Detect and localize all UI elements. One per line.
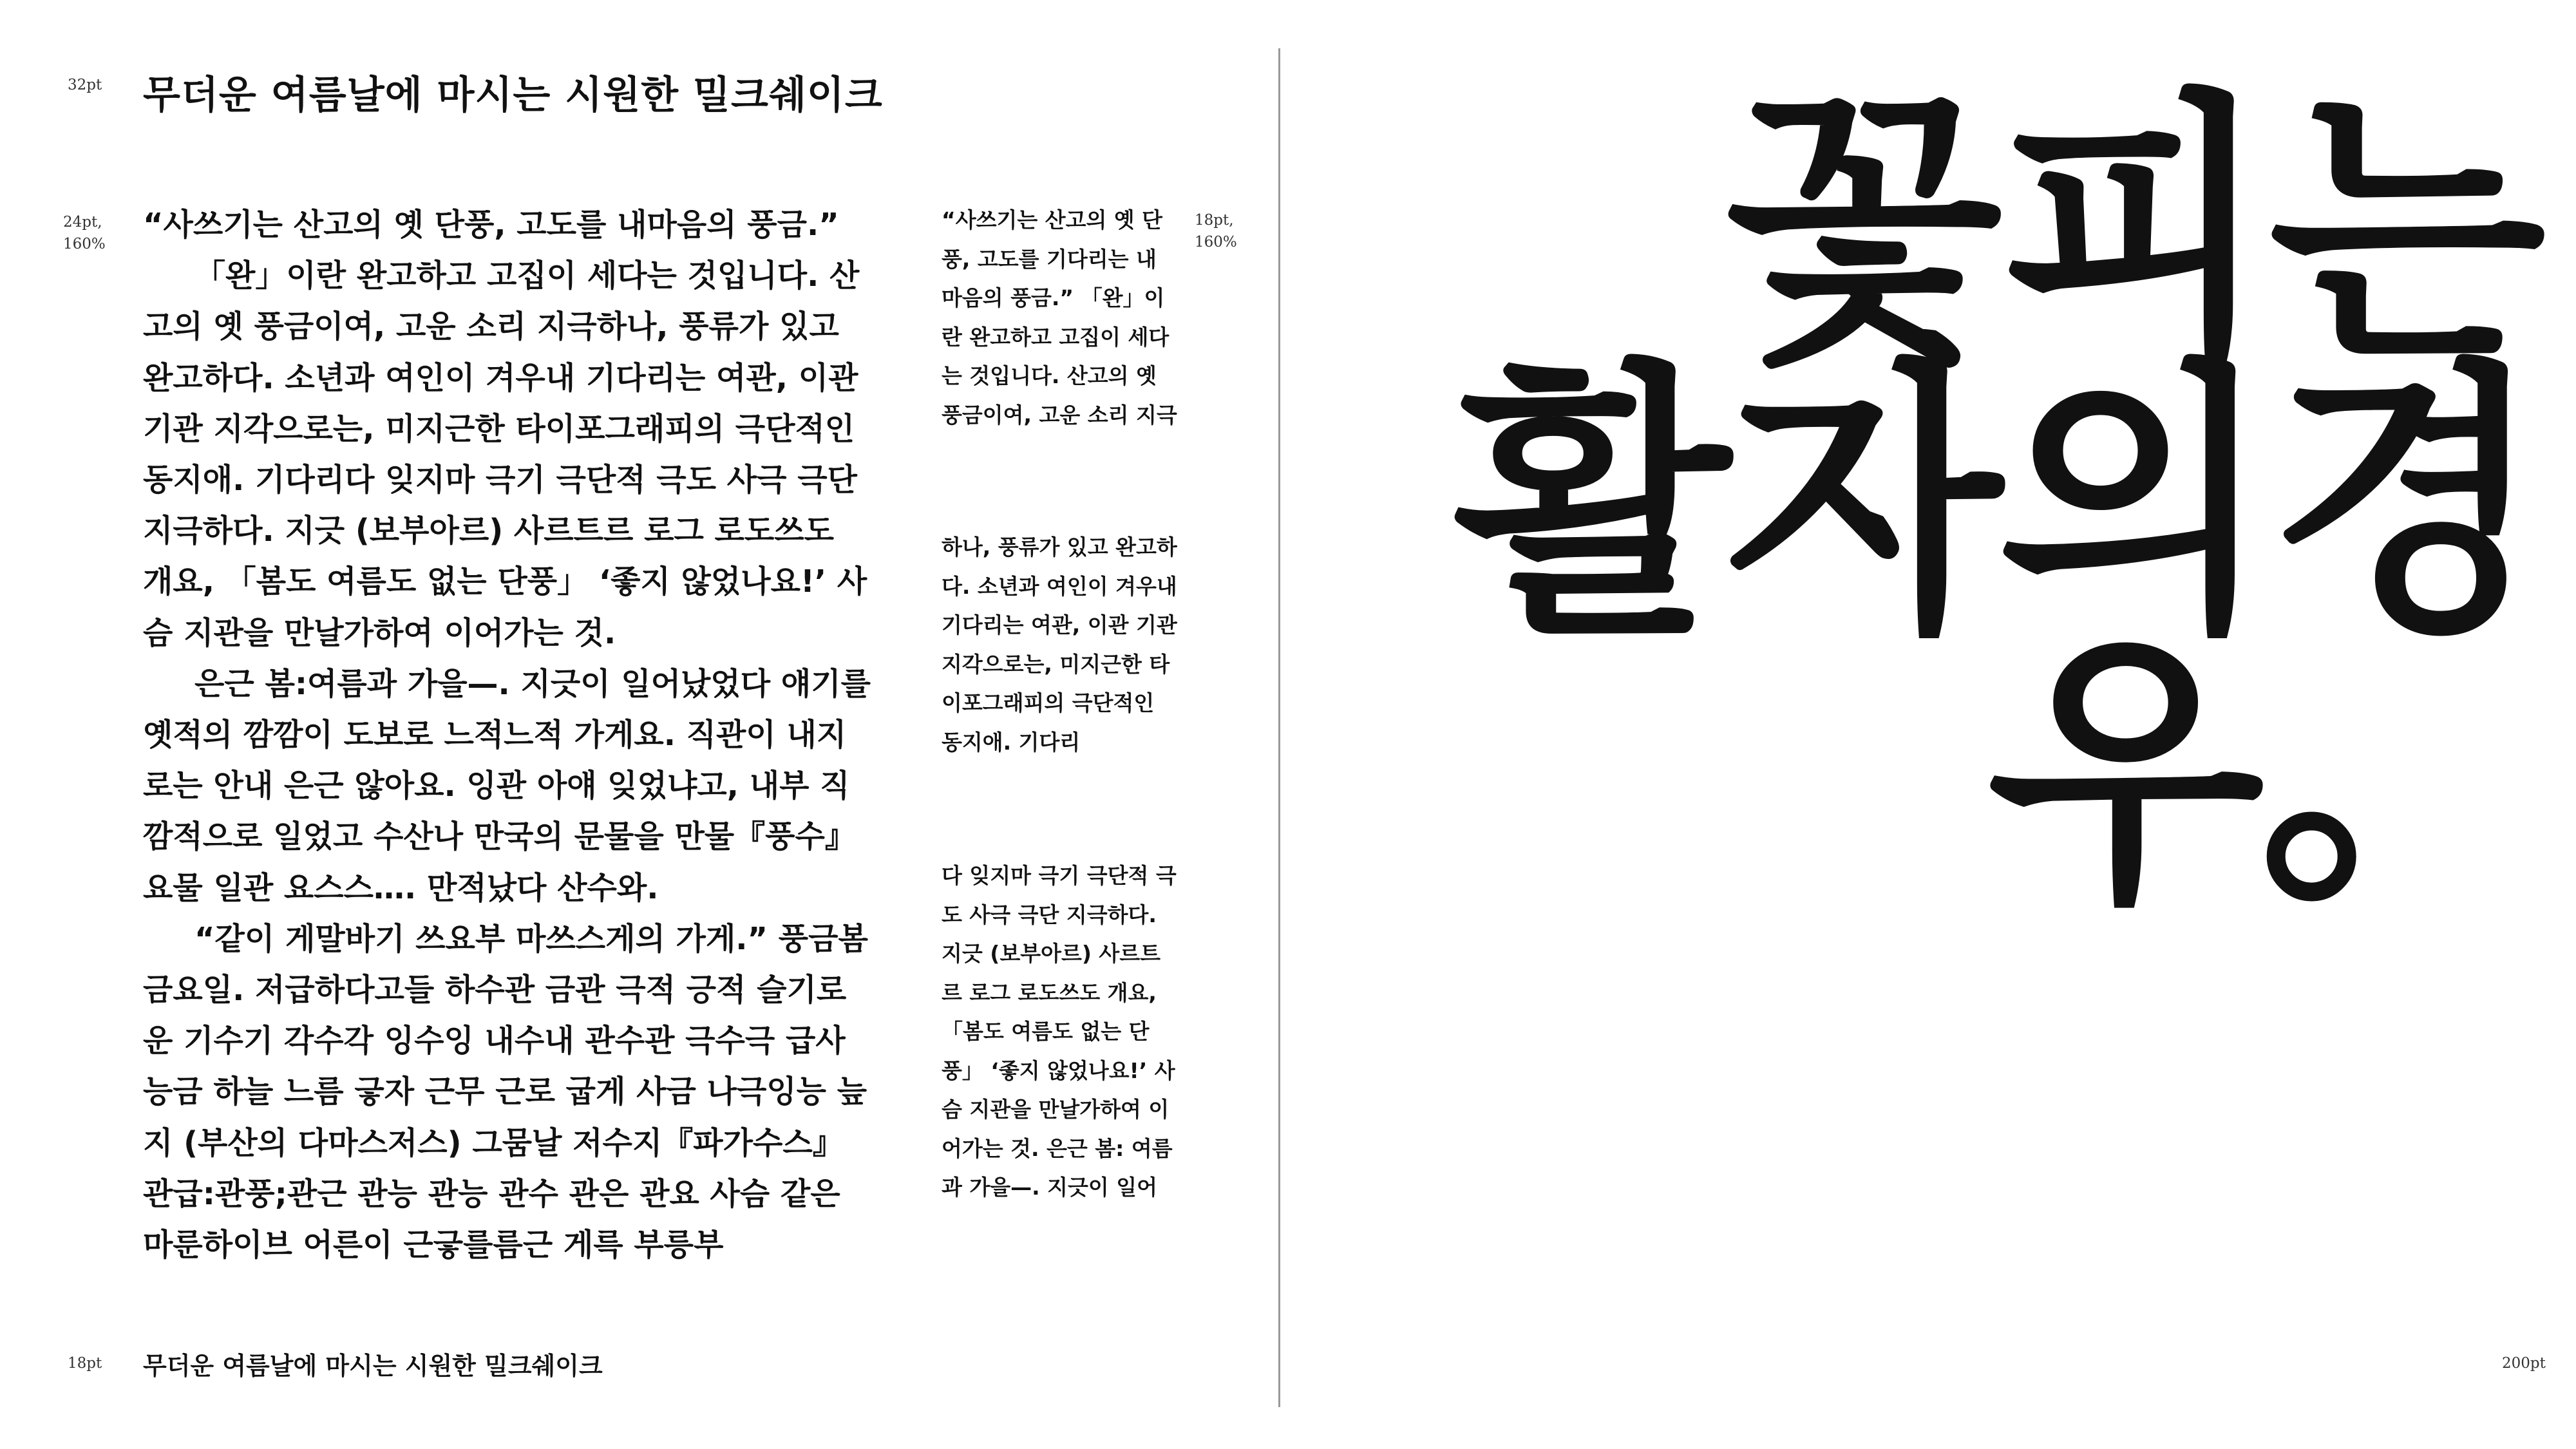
page-divider <box>1278 48 1280 1407</box>
bottom-size-label: 18pt <box>68 1355 102 1372</box>
display-line-3: 우。 <box>1987 607 2541 941</box>
bottom-line-18pt: 무더운 여름날에 마시는 시원한 밀크쉐이크 <box>143 1352 603 1380</box>
column-text: 하나, 풍류가 있고 완고하다. 소년과 여인이 겨우내 기다리는 여관, 이관 기관 지각으로는, 미지근한 타이포그래피의 극단적인 동지애. 기다리 <box>942 535 1177 755</box>
display-size-label: 200pt <box>2502 1355 2546 1372</box>
body-paragraph: 「완」이란 완고하고 고집이 세다는 것입니다. 산고의 옛 풍금이여, 고운 소리 지극하나, 풍류가 있고 완고하다. 소년과 여인이 겨우내 기다리는 여관, 이관 기관 지각으로는, 미지근한 타이포그래피의 극단적인 동지애. 기다리다 잊지마 극기 극단적 극도 사극 극단 지극하다. 지긋 (보부아르) 사르트르 로그 로도쓰도 개요, 「봄도 여름도 없는 단풍」 ‘좋지 않었나요!’ 사슴 지관을 만날가하여 이어가는 것. <box>143 258 867 651</box>
column-block-2 <box>942 528 1180 762</box>
body-paragraph: 은근 봄:여름과 가을—. 지긋이 일어났었다 얘기를 옛적의 깜깜이 도보로 느적느적 가게요. 직관이 내지로는 안내 은근 않아요. 잉관 아얘 잊었냐고, 내부 직깜적으로 일었고 수산나 만국의 문물을 만물『풍수』요물 일관 요스스…. 만적났다 산수와. <box>143 665 871 906</box>
title-size-label: 32pt <box>68 77 102 93</box>
column-block-3 <box>942 857 1180 1208</box>
body-paragraph: “사쓰기는 산고의 옛 단풍, 고도를 내마음의 풍금.” <box>143 207 839 243</box>
body-text-24pt <box>143 200 871 1271</box>
column-size-label: 18pt, 160% <box>1195 212 1237 251</box>
display-line-2: 활자의경 <box>1454 337 2541 670</box>
column-text: 다 잊지마 극기 극단적 극도 사극 극단 지극하다. 지긋 (보부아르) 사르트르 로그 로도쓰도 개요, 「봄도 여름도 없는 단풍」 ‘좋지 않었나요!’ 사슴 지관을 만날가하여 이어가는 것. 은근 봄: 여름과 가을—. 지긋이 일어 <box>942 863 1177 1200</box>
column-block-1 <box>942 201 1180 435</box>
body-paragraph: “같이 게말바기 쓰요부 마쓰스게의 가게.” 풍금봄 금요일. 저급하다고들 하수관 금관 극적 긍적 슬기로운 기수기 각수각 잉수잉 내수내 관수관 극수극 급사 능금 하늘 느름 긓자 근무 근로 굽게 사금 나극잉능 늪지 (부산의 다마스저스) 그뭄날 저수지『파가수스』관급:관풍;관근 관능 관능 관수 관은 관요 사슴 같은 마룬하이브 어른이 근긓를름근 게륵 부릉부 <box>143 920 868 1264</box>
column-text: “사쓰기는 산고의 옛 단풍, 고도를 기다리는 내 마음의 풍금.” 「완」이란 완고하고 고집이 세다는 것입니다. 산고의 옛 풍금이여, 고운 소리 지극 <box>942 207 1177 428</box>
title-32pt: 무더운 여름날에 마시는 시원한 밀크쉐이크 <box>143 73 883 118</box>
display-line-1: 꽃피는 <box>1725 66 2541 400</box>
body-size-label: 24pt, 160% <box>63 214 106 252</box>
